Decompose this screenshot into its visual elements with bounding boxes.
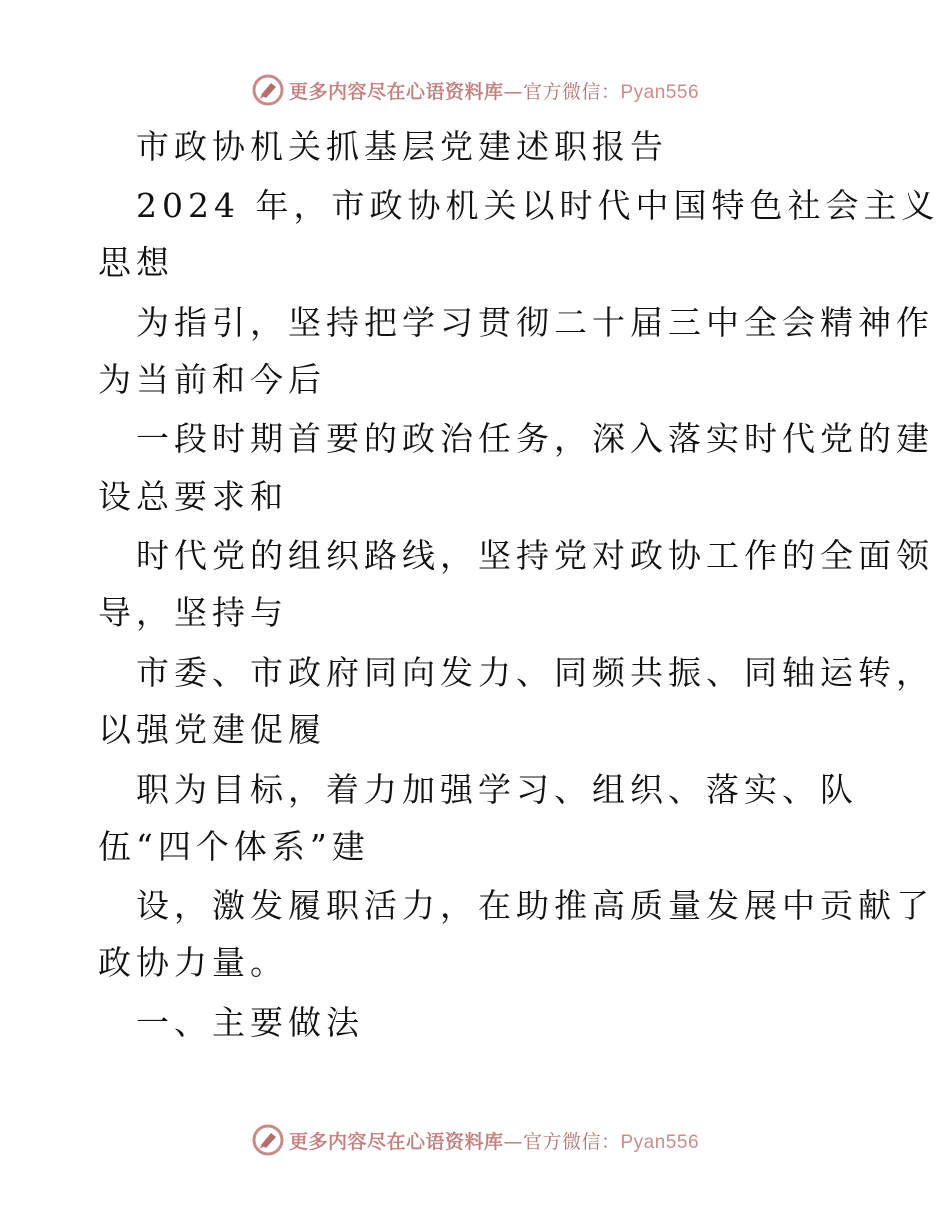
watermark-label: —官方微信： — [503, 80, 621, 103]
paragraph-line: 职为目标，着力加强学习、组织、落实、队 — [136, 770, 858, 809]
paragraph-line: 设总要求和 — [98, 477, 288, 516]
paragraph-line: 思想 — [98, 243, 174, 282]
pen-nib-logo-icon — [251, 1123, 285, 1157]
paragraph-line: 政协力量。 — [98, 943, 288, 982]
watermark-text — [289, 1127, 699, 1154]
paragraph-line: 导，坚持与 — [98, 593, 288, 632]
document-title: 市政协机关抓基层党建述职报告 — [136, 127, 668, 166]
paragraph-line: 为当前和今后 — [98, 360, 326, 399]
watermark-wechat-id: Pyan556 — [620, 81, 700, 103]
paragraph-line: 设，激发履职活力，在助推高质量发展中贡献了 — [136, 886, 934, 925]
paragraph-line: 2024 年，市政协机关以时代中国特色社会主义 — [136, 186, 940, 225]
watermark-site: 更多内容尽在心语资料库 — [288, 1130, 504, 1153]
watermark-wechat-id: Pyan556 — [620, 1131, 700, 1153]
watermark-label: —官方微信： — [503, 1130, 621, 1153]
watermark-site: 更多内容尽在心语资料库 — [288, 80, 504, 103]
paragraph-line: 伍“四个体系”建 — [98, 827, 370, 866]
footer-watermark — [0, 1120, 950, 1160]
paragraph-line: 市委、市政府同向发力、同频共振、同轴运转， — [136, 653, 934, 692]
paragraph-line: 以强党建促履 — [98, 710, 326, 749]
paragraph-line: 为指引，坚持把学习贯彻二十届三中全会精神作 — [136, 303, 934, 342]
section-heading: 一、主要做法 — [136, 1003, 364, 1042]
paragraph-line: 时代党的组织路线，坚持党对政协工作的全面领 — [136, 536, 934, 575]
paragraph-line: 一段时期首要的政治任务，深入落实时代党的建 — [136, 419, 934, 458]
